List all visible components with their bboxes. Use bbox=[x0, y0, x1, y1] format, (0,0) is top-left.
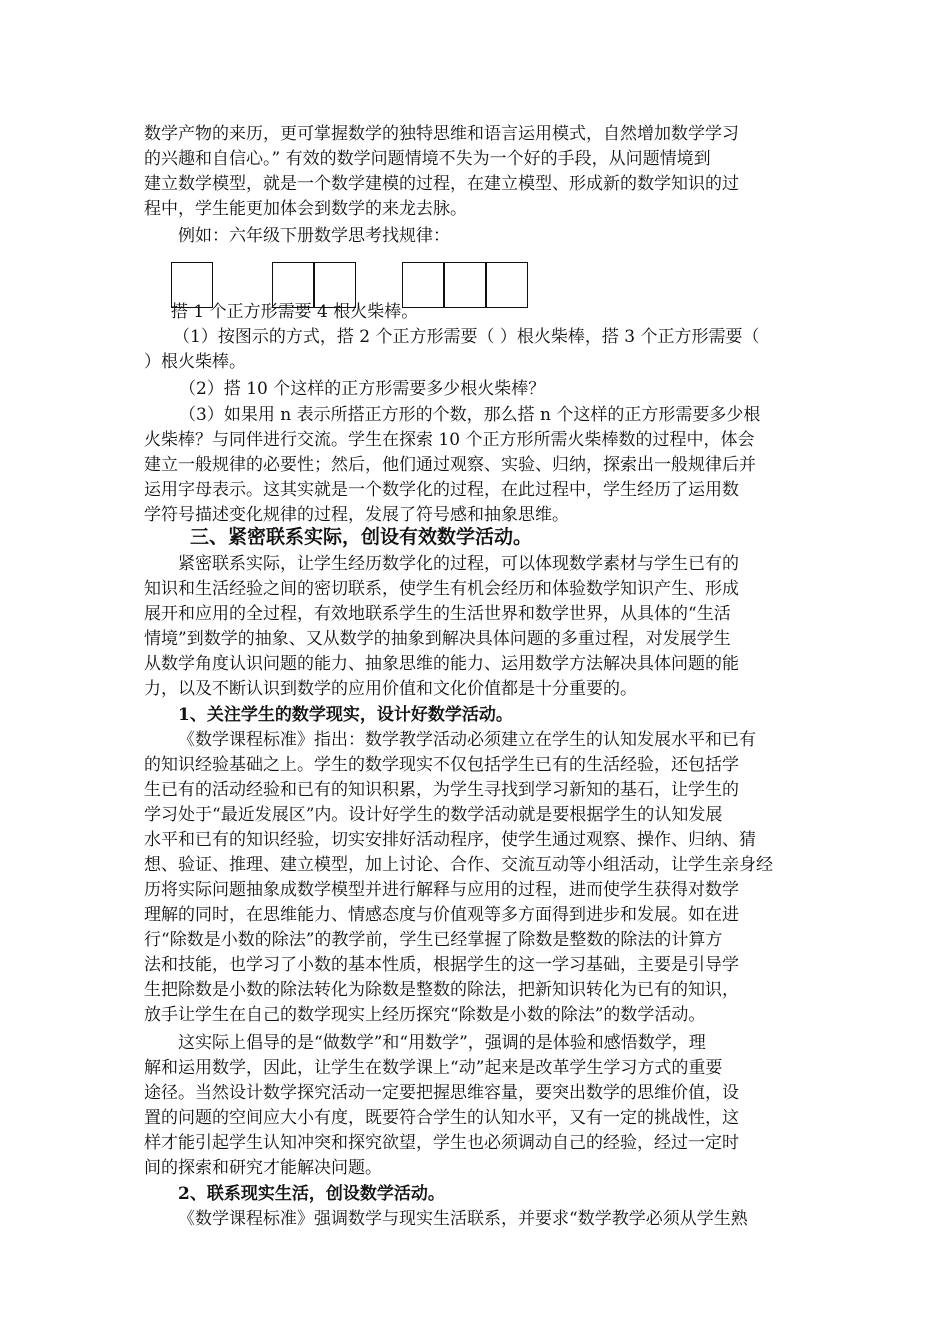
text-line: 想、验证、推理、建立模型，加上讨论、合作、交流互动等小组活动，让学生亲身经 bbox=[144, 855, 773, 875]
text-line: 运用字母表示。这其实就是一个数学化的过程，在此过程中，学生经历了运用数 bbox=[144, 480, 739, 500]
text-line: 《数学课程标准》强调数学与现实生活联系，并要求“数学教学必须从学生熟 bbox=[178, 1209, 748, 1229]
text-line: 情境”到数学的抽象、又从数学的抽象到解决具体问题的多重过程，对发展学生 bbox=[144, 629, 731, 649]
paragraph-subsection-1 bbox=[144, 728, 808, 1028]
text-line: ）根火柴棒。 bbox=[144, 352, 246, 372]
text-line: 火柴棒？与同伴进行交流。学生在探索 10 个正方形所需火柴棒数的过程中，体会 bbox=[144, 430, 755, 450]
text-line: 水平和已有的知识经验，切实安排好活动程序，使学生通过观察、操作、归纳、猜 bbox=[144, 830, 756, 850]
question-3 bbox=[144, 403, 808, 528]
text-line: 的知识经验基础之上。学生的数学现实不仅包括学生已有的生活经验，还包括学 bbox=[144, 755, 739, 775]
text-line: 间的探索和研究才能解决问题。 bbox=[144, 1158, 382, 1178]
text-line: 从数学角度认识问题的能力、抽象思维的能力、运用数学方法解决具体问题的能 bbox=[144, 654, 739, 674]
text-line: 历将实际问题抽象成数学模型并进行解释与应用的过程，进而使学生获得对数学 bbox=[144, 880, 739, 900]
text-line: 学习处于“最近发展区”内。设计好学生的数学活动就是要根据学生的认知发展 bbox=[144, 805, 723, 825]
figure-caption: 搭 1 个正方形需要 4 根火柴棒。 bbox=[171, 302, 419, 322]
text-line: 学符号描述变化规律的过程，发展了符号感和抽象思维。 bbox=[144, 505, 569, 525]
text-line: 数学产物的来历，更可掌握数学的独特思维和语言运用模式，自然增加数学学习 bbox=[144, 124, 739, 144]
text-line: 建立一般规律的必要性；然后，他们通过观察、实验、归纳，探索出一般规律后并 bbox=[144, 455, 756, 475]
text-line: 途径。当然设计数学探究活动一定要把握思维容量，要突出数学的思维价值，设 bbox=[144, 1083, 739, 1103]
text-line: 《数学课程标准》指出：数学教学活动必须建立在学生的认知发展水平和已有 bbox=[178, 730, 756, 750]
text-line: 展开和应用的全过程，有效地联系学生的生活世界和数学世界，从具体的“生活 bbox=[144, 604, 731, 624]
text-line: （3）如果用 n 表示所搭正方形的个数，那么搭 n 个这样的正方形需要多少根 bbox=[179, 405, 761, 425]
text-line: 生把除数是小数的除法转化为除数是整数的除法，把新知识转化为已有的知识， bbox=[144, 980, 739, 1000]
text-line: 理解的同时，在思维能力、情感态度与价值观等多方面得到进步和发展。如在进 bbox=[144, 905, 739, 925]
question-2 bbox=[144, 377, 808, 402]
subsection-1-heading: 1、关注学生的数学现实，设计好数学活动。 bbox=[178, 705, 513, 725]
paragraph-subsection-1b bbox=[144, 1031, 808, 1181]
section-3-heading: 三、紧密联系实际，创设有效数学活动。 bbox=[190, 526, 533, 548]
text-line: 法和技能，也学习了小数的基本性质，根据学生的这一学习基础，主要是引导学 bbox=[144, 955, 739, 975]
text-line: 程中，学生能更加体会到数学的来龙去脉。 bbox=[144, 199, 467, 219]
text-line: 这实际上倡导的是“做数学”和“用数学”，强调的是体验和感悟数学，理 bbox=[178, 1033, 706, 1053]
text-line: 行“除数是小数的除法”的教学前，学生已经掌握了除数是整数的除法的计算方 bbox=[144, 930, 723, 950]
text-line: （2）搭 10 个这样的正方形需要多少根火柴棒？ bbox=[179, 379, 546, 399]
paragraph-subsection-2 bbox=[144, 1207, 808, 1232]
text-line: 知识和生活经验之间的密切联系，使学生有机会经历和体验数学知识产生、形成 bbox=[144, 579, 739, 599]
text-line: 建立数学模型，就是一个数学建模的过程，在建立模型、形成新的数学知识的过 bbox=[144, 174, 739, 194]
text-line: （1）按图示的方式，搭 2 个正方形需要（ ）根火柴棒，搭 3 个正方形需要（ bbox=[173, 327, 760, 347]
text-line: 样才能引起学生认知冲突和探究欲望，学生也必须调动自己的经验，经过一定时 bbox=[144, 1133, 739, 1153]
paragraph-intro bbox=[144, 122, 808, 222]
text-line: 紧密联系实际，让学生经历数学化的过程，可以体现数学素材与学生已有的 bbox=[178, 554, 739, 574]
text-line: 解和运用数学，因此，让学生在数学课上“动”起来是改革学生学习方式的重要 bbox=[144, 1058, 723, 1078]
text-line: 生已有的活动经验和已有的知识积累，为学生寻找到学习新知的基石，让学生的 bbox=[144, 780, 739, 800]
question-1 bbox=[144, 325, 808, 375]
text-line: 的兴趣和自信心。” 有效的数学问题情境不失为一个好的手段，从问题情境到 bbox=[144, 149, 711, 169]
text-line: 置的问题的空间应大小有度，既要符合学生的认知水平，又有一定的挑战性，这 bbox=[144, 1108, 739, 1128]
text-line: 放手让学生在自己的数学现实上经历探究“除数是小数的除法”的数学活动。 bbox=[144, 1005, 706, 1025]
subsection-2-heading: 2、联系现实生活，创设数学活动。 bbox=[178, 1184, 445, 1204]
paragraph-section-3 bbox=[144, 552, 808, 702]
text-line: 力，以及不断认识到数学的应用价值和文化价值都是十分重要的。 bbox=[144, 679, 637, 699]
example-intro: 例如：六年级下册数学思考找规律： bbox=[178, 226, 450, 246]
